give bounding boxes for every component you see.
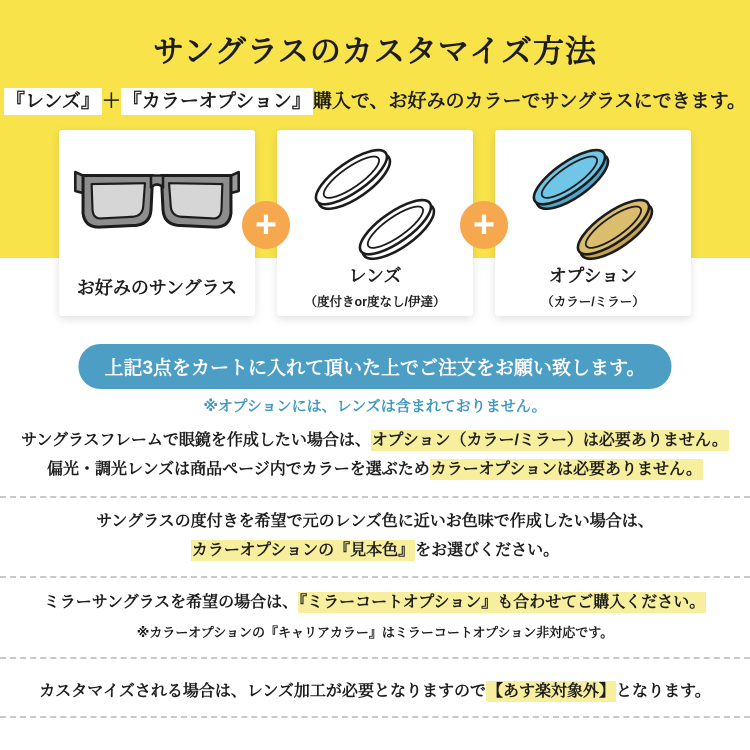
section-line: カラーオプションの『見本色』をお選びください。 <box>191 542 560 559</box>
color-lenses-illustration <box>518 142 668 264</box>
subtitle-plus: ＋ <box>101 91 121 112</box>
section-subnote: ※カラーオプションの『キャリアカラー』はミラーコートオプション非対応です。 <box>136 625 614 640</box>
dashed-divider <box>0 657 750 659</box>
card-label: オプション <box>548 266 638 286</box>
highlight-text: カラーオプションは必要ありません。 <box>430 461 702 478</box>
page-subtitle <box>0 86 750 113</box>
dashed-divider <box>0 576 750 578</box>
section-line: 偏光・調光レンズは商品ページ内でカラーを選ぶためカラーオプションは必要ありません。 <box>46 461 702 478</box>
card-sublabel: （カラー/ミラー） <box>541 294 645 309</box>
section-mirror-coat <box>0 588 750 646</box>
section-line: ミラーサングラスを希望の場合は、『ミラーコートオプション』も合わせてご購入ください。 <box>43 594 706 611</box>
card-lenses <box>277 130 473 316</box>
section-sample-color <box>0 507 750 565</box>
card-label: レンズ <box>348 266 402 286</box>
dashed-divider <box>0 496 750 498</box>
highlight-text: 『ミラーコートオプション』も合わせてご購入ください。 <box>299 594 706 611</box>
card-sublabel: （度付きor度なし/伊達） <box>304 294 446 309</box>
highlight-text: 【あす楽対象外】 <box>486 683 615 700</box>
subtitle-rest: 購入で、お好みのカラーでサングラスにできます。 <box>312 91 747 112</box>
highlight-text: カラーオプションの『見本色』 <box>191 542 415 559</box>
subtitle-highlight-lens: 『レンズ』 <box>4 88 102 115</box>
plus-icon: + <box>460 201 508 249</box>
section-line: サングラスフレームで眼鏡を作成したい場合は、オプション（カラー/ミラー）は必要ありません。 <box>21 432 728 449</box>
subtitle-highlight-coloroption: 『カラーオプション』 <box>121 88 313 115</box>
plus-icon: + <box>242 201 290 249</box>
highlight-text: オプション（カラー/ミラー）は必要ありません。 <box>371 432 728 449</box>
clear-lenses-icon <box>300 140 450 266</box>
card-options <box>495 130 691 316</box>
card-label: お好みのサングラス <box>76 278 238 298</box>
section-lens-processing <box>0 677 750 706</box>
order-instruction-banner: 上記3点をカートに入れて頂いた上でご注文をお願い致します。 <box>78 344 671 389</box>
sunglasses-icon <box>71 140 243 266</box>
dashed-divider <box>0 716 750 718</box>
option-note: ※オプションには、レンズは含まれておりません。 <box>203 398 547 415</box>
section-line: カスタマイズされる場合は、レンズ加工が必要となりますので【あす楽対象外】となります。 <box>39 683 711 700</box>
sunglasses-illustration <box>71 165 243 241</box>
page-title: サングラスのカスタマイズ方法 <box>153 34 597 69</box>
color-lenses-icon <box>518 140 668 266</box>
section-line: サングラスの度付きを希望で元のレンズ色に近いお色味で作成したい場合は、 <box>96 513 654 530</box>
section-frame-only <box>0 426 750 484</box>
formula-cards-row <box>0 130 750 316</box>
card-favorite-sunglasses <box>59 130 255 316</box>
clear-lenses-illustration <box>300 142 450 264</box>
